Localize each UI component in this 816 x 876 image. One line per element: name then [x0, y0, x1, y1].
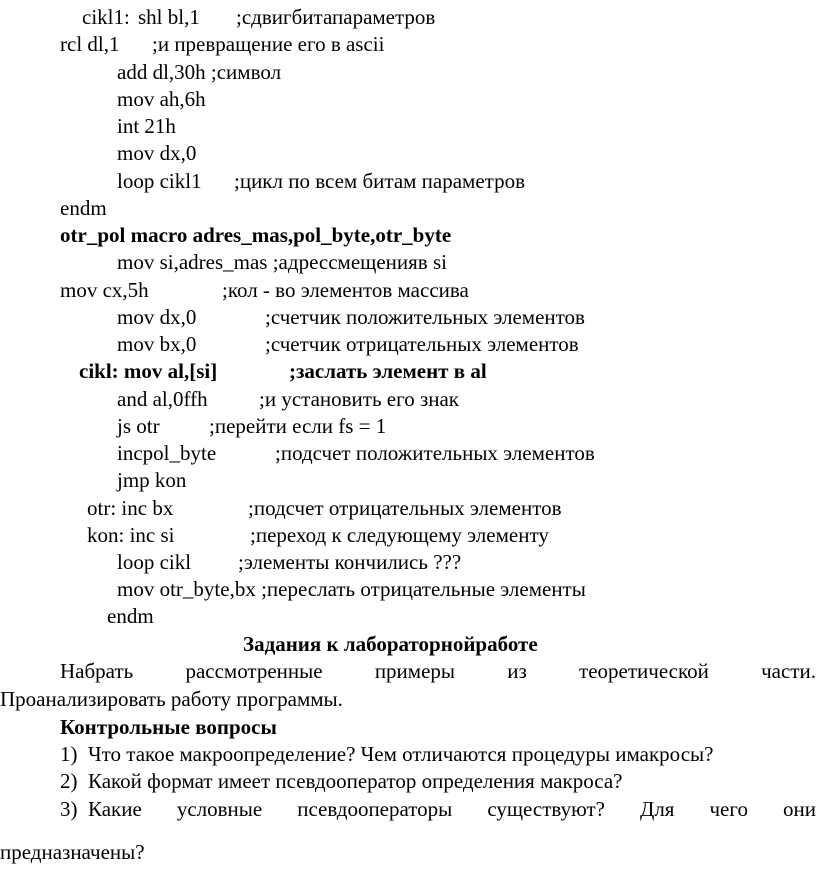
- questions-heading: Контрольные вопросы: [60, 715, 277, 739]
- code-instruction: loop cikl: [117, 550, 192, 574]
- code-line: mov dx,0: [117, 141, 197, 165]
- code-label: cikl1:: [82, 5, 130, 29]
- word: существуют?: [487, 797, 605, 821]
- code-instruction: loop cikl1: [117, 169, 202, 193]
- code-comment: ;элементы кончились ???: [238, 550, 462, 574]
- code-instruction: cikl: mov al,[si]: [79, 359, 218, 383]
- code-line: int 21h: [117, 114, 176, 138]
- code-comment: ;счетчик отрицательных элементов: [265, 332, 579, 356]
- code-instruction: js otr: [117, 414, 160, 438]
- question-text: [88, 796, 816, 822]
- tasks-paragraph-line: [60, 658, 816, 684]
- word: из: [507, 659, 527, 683]
- word: теоретической: [579, 659, 709, 683]
- code-comment: ;заслать элемент в al: [289, 359, 487, 383]
- code-comment: ;перейти если fs = 1: [209, 414, 387, 438]
- code-instruction: kon: inc si: [87, 523, 175, 547]
- code-comment: ;цикл по всем битам параметров: [234, 169, 526, 193]
- word: псевдооператоры: [297, 797, 453, 821]
- word: части.: [761, 659, 816, 683]
- code-comment: ;сдвигбитапараметров: [236, 5, 436, 29]
- tasks-heading: Задания к лабораторнойработе: [243, 632, 538, 656]
- word: рассмотренные: [185, 659, 323, 683]
- code-comment: ;кол - во элементов массива: [222, 278, 469, 302]
- question-text-continuation: предназначены?: [0, 840, 145, 864]
- code-instruction: mov dx,0: [117, 305, 197, 329]
- code-instruction: and al,0ffh: [117, 387, 208, 411]
- code-comment: ;переход к следующему элементу: [250, 523, 549, 547]
- code-line: add dl,30h ;символ: [117, 60, 282, 84]
- code-line: mov si,adres_mas ;адрессмещенияв si: [117, 250, 447, 274]
- word: примеры: [374, 659, 456, 683]
- word: условные: [176, 797, 263, 821]
- code-instruction: rcl dl,1: [60, 32, 120, 56]
- tasks-paragraph-end: Проанализировать работу программы.: [0, 687, 343, 711]
- word: Какие: [88, 797, 142, 821]
- code-line: endm: [107, 604, 154, 628]
- question-text: Какой формат имеет псевдооператор определения макроса?: [88, 769, 623, 793]
- code-instruction: otr: inc bx: [87, 496, 174, 520]
- code-line: mov ah,6h: [117, 87, 206, 111]
- code-instruction: mov cx,5h: [60, 278, 149, 302]
- code-comment: ;и установить его знак: [259, 387, 460, 411]
- code-comment: ;счетчик положительных элементов: [265, 305, 585, 329]
- macro-header: otr_pol macro adres_mas,pol_byte,otr_byte: [60, 223, 452, 247]
- word: чего: [709, 797, 748, 821]
- word: Для: [640, 797, 675, 821]
- code-instruction: incpol_byte: [117, 441, 217, 465]
- code-line: mov otr_byte,bx ;переслать отрицательные элементы: [117, 577, 586, 601]
- word: Набрать: [60, 659, 134, 683]
- question-number: 3): [60, 797, 78, 821]
- question-number: 2): [60, 769, 78, 793]
- word: они: [782, 797, 816, 821]
- code-comment: ;и превращение его в ascii: [152, 32, 385, 56]
- code-comment: ;подсчет отрицательных элементов: [248, 496, 562, 520]
- code-line: jmp kon: [117, 468, 187, 492]
- code-instruction: mov bx,0: [117, 332, 197, 356]
- question-text: Что такое макроопределение? Чем отличаются процедуры имакросы?: [88, 742, 714, 766]
- code-line: endm: [60, 196, 107, 220]
- question-number: 1): [60, 742, 78, 766]
- code-instruction: shl bl,1: [138, 5, 200, 29]
- code-comment: ;подсчет положительных элементов: [275, 441, 595, 465]
